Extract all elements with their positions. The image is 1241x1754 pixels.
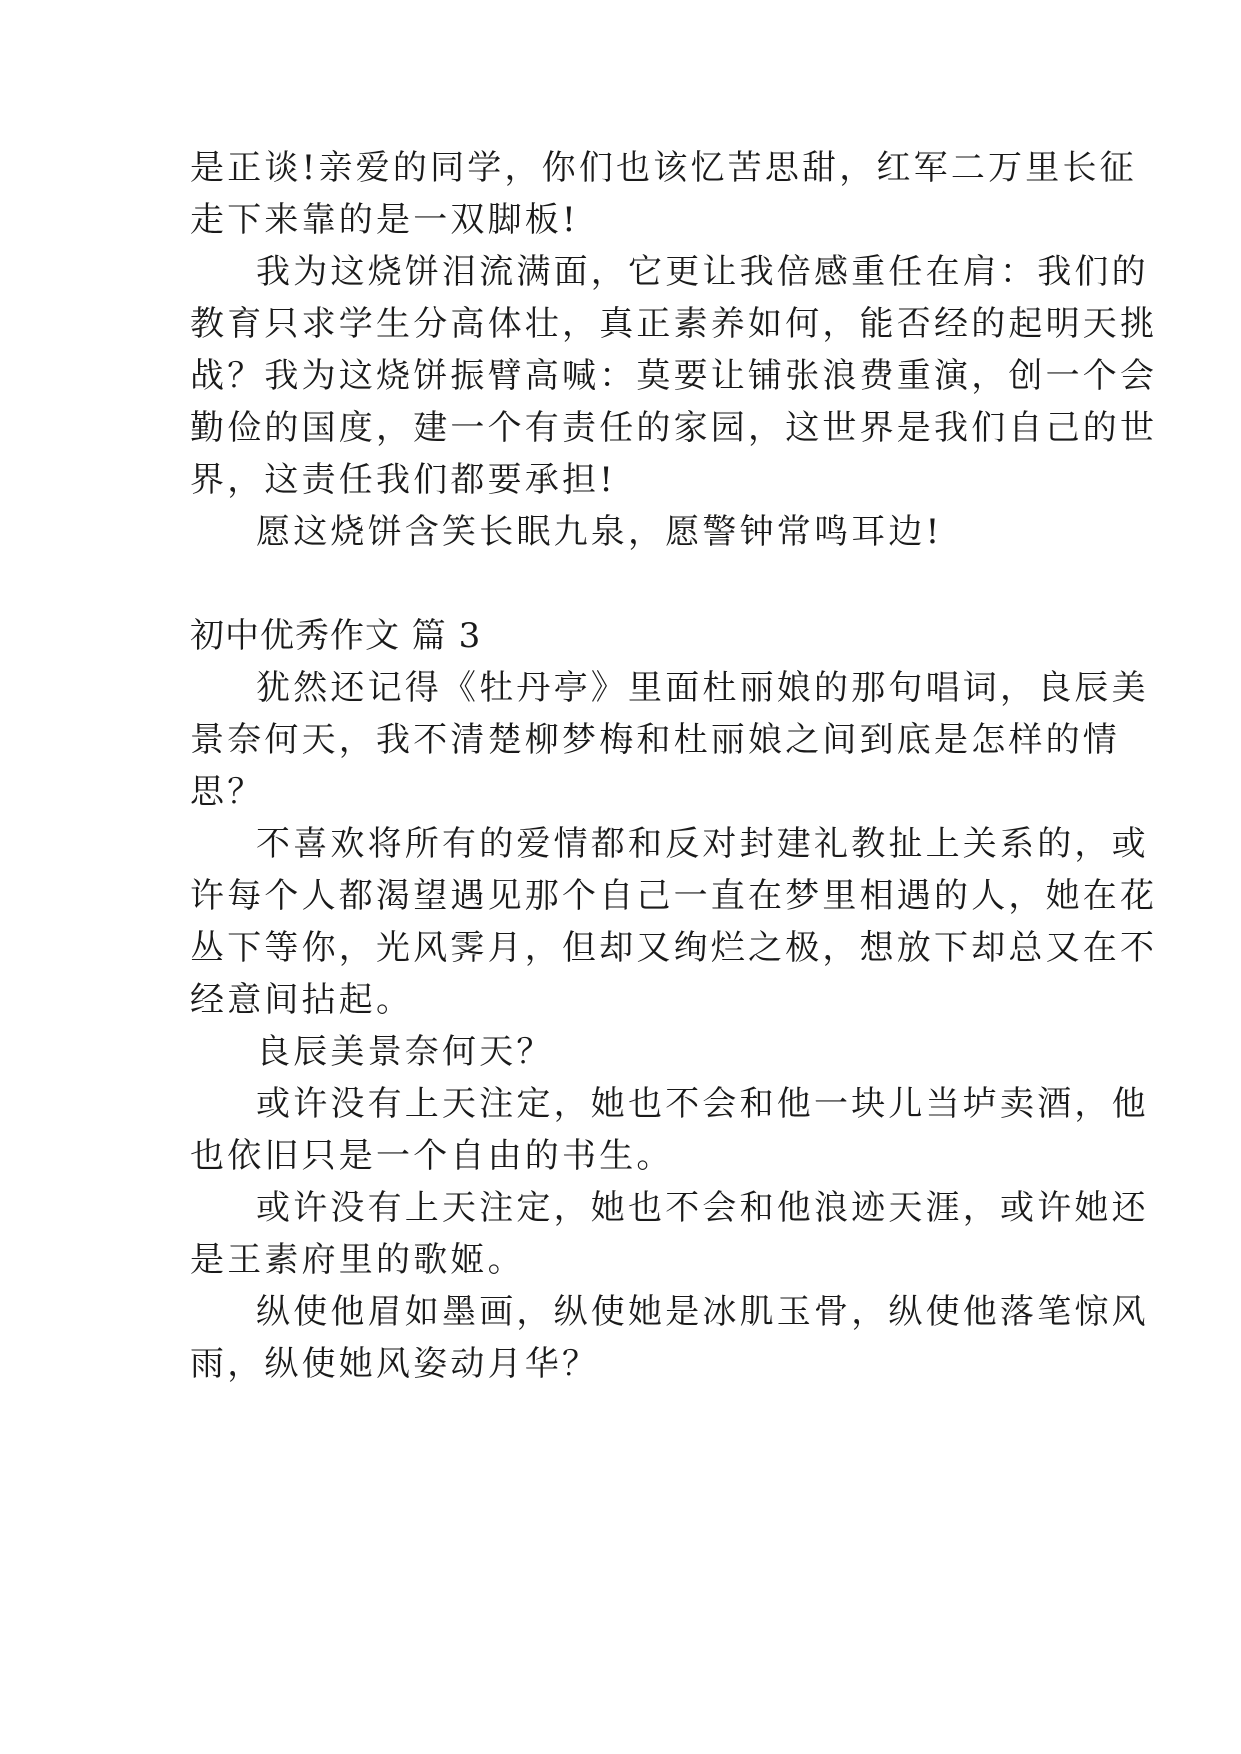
paragraph-line: 纵使他眉如墨画，纵使她是冰肌玉骨，纵使他落笔惊风 — [256, 1292, 1149, 1332]
paragraph-line: 走下来靠的是一双脚板! — [190, 200, 579, 240]
section-heading: 初中优秀作文 篇 3 — [190, 616, 482, 656]
paragraph-line: 不喜欢将所有的爱情都和反对封建礼教扯上关系的，或 — [256, 824, 1149, 864]
paragraph-line: 许每个人都渴望遇见那个自己一直在梦里相遇的人，她在花 — [190, 876, 1158, 916]
paragraph-line: 丛下等你，光风霁月，但却又绚烂之极，想放下却总又在不 — [190, 928, 1158, 968]
paragraph-line: 犹然还记得《牡丹亭》里面杜丽娘的那句唱词，良辰美 — [256, 668, 1149, 708]
paragraph-line: 是正谈!亲爱的同学，你们也该忆苦思甜，红军二万里长征 — [190, 148, 1137, 188]
paragraph-line: 我为这烧饼泪流满面，它更让我倍感重任在肩：我们的 — [256, 252, 1149, 292]
paragraph-line: 经意间拈起。 — [190, 980, 414, 1020]
paragraph-line: 是王素府里的歌姬。 — [190, 1240, 525, 1280]
paragraph-line: 教育只求学生分高体壮，真正素养如何，能否经的起明天挑 — [190, 304, 1158, 344]
paragraph-line: 战？我为这烧饼振臂高喊：莫要让铺张浪费重演，创一个会 — [190, 356, 1158, 396]
paragraph-line: 或许没有上天注定，她也不会和他一块儿当垆卖酒，他 — [256, 1084, 1149, 1124]
paragraph-line: 也依旧只是一个自由的书生。 — [190, 1136, 674, 1176]
paragraph-line: 愿这烧饼含笑长眠九泉，愿警钟常鸣耳边! — [256, 512, 943, 552]
paragraph-line: 勤俭的国度，建一个有责任的家园，这世界是我们自己的世 — [190, 408, 1158, 448]
paragraph-line: 或许没有上天注定，她也不会和他浪迹天涯，或许她还 — [256, 1188, 1149, 1228]
paragraph-line: 景奈何天，我不清楚柳梦梅和杜丽娘之间到底是怎样的情 — [190, 720, 1120, 760]
paragraph-line: 雨，纵使她风姿动月华？ — [190, 1344, 600, 1384]
paragraph-line: 界，这责任我们都要承担! — [190, 460, 617, 500]
paragraph-line: 思？ — [190, 772, 265, 812]
paragraph-line: 良辰美景奈何天？ — [256, 1032, 554, 1072]
